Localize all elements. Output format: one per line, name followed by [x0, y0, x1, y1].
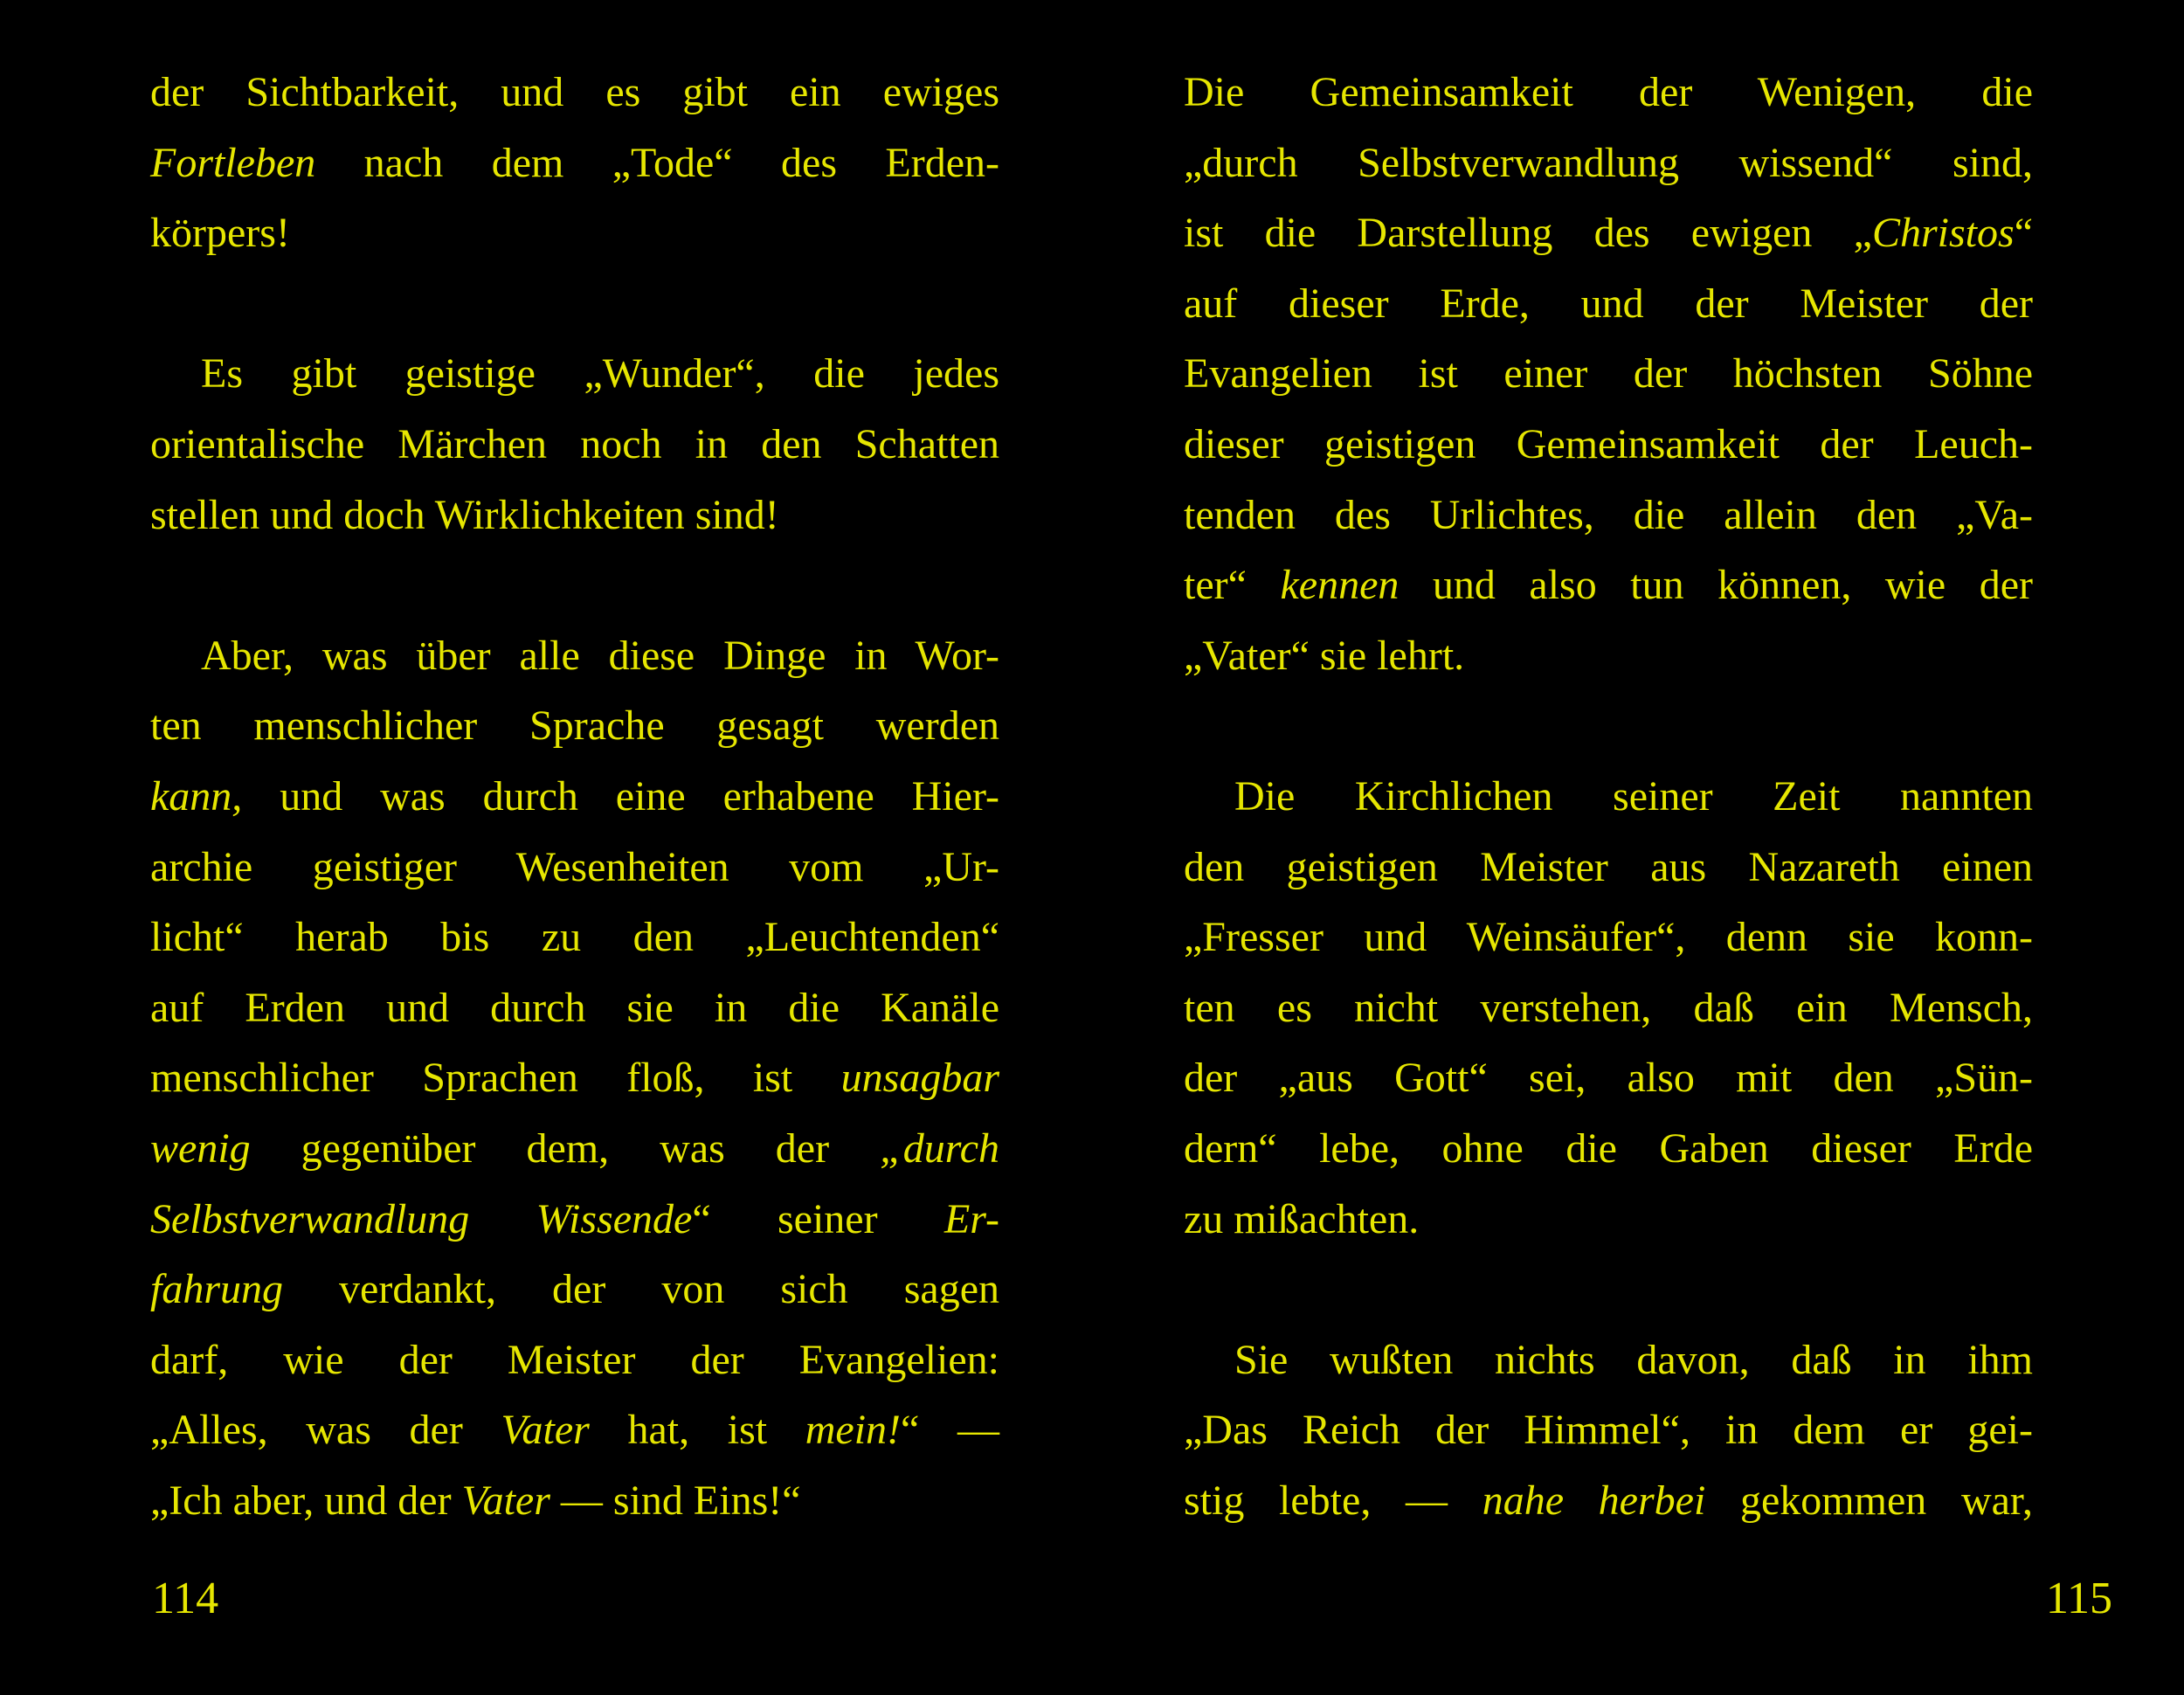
text-segment: dern“ lebe, ohne die Gaben dieser Erde: [1184, 1124, 2033, 1172]
text-segment: „Alles, was der: [150, 1407, 501, 1454]
italic-text: unsagbar: [840, 1055, 999, 1102]
text-segment: der Sichtbarkeit, und es gibt ein ewiges: [150, 69, 999, 115]
italic-text: kennen: [1280, 562, 1400, 609]
paragraph-break: [150, 269, 999, 340]
italic-text: nahe herbei: [1482, 1477, 1706, 1524]
text-segment: Es gibt geistige „Wunder“, die jedes: [201, 350, 999, 398]
text-segment: Die Gemeinsamkeit der Wenigen, die: [1184, 69, 2033, 115]
text-segment: „Fresser und Weinsäufer“, denn sie konn-: [1184, 914, 2033, 961]
text-line: [150, 58, 999, 128]
text-segment: „durch Selbstverwandlung wissend“ sind,: [1184, 139, 2033, 186]
paragraph-break: [150, 550, 999, 621]
page-number-right: 115: [2045, 1574, 2112, 1623]
text-line: [1184, 1185, 2033, 1256]
text-line: [150, 762, 999, 833]
text-segment: darf, wie der Meister der Evangelien:: [150, 1336, 999, 1383]
italic-text: Fortleben: [150, 139, 316, 186]
text-segment: zu mißachten.: [1184, 1195, 1420, 1242]
text-line: [150, 1185, 999, 1256]
text-segment: auf dieser Erde, und der Meister der: [1184, 280, 2033, 327]
text-line: [1184, 1043, 2033, 1114]
page-number-left: 114: [152, 1574, 219, 1623]
text-segment: ist die Darstellung des ewigen „: [1184, 210, 1872, 257]
text-line: [1184, 269, 2033, 340]
italic-text: Selbstverwandlung Wissende: [150, 1195, 693, 1242]
text-segment: ten menschlicher Sprache gesagt werden: [150, 702, 999, 750]
italic-text: Vater: [501, 1407, 590, 1454]
text-segment: den geistigen Meister aus Nazareth einen: [1184, 843, 2033, 890]
text-line: [150, 621, 999, 692]
text-line: [1184, 1395, 2033, 1466]
text-segment: und also tun können, wie der: [1399, 562, 2033, 609]
text-line: [1184, 481, 2033, 551]
text-segment: Evangelien ist einer der höchsten Söhne: [1184, 350, 2033, 398]
italic-text: wenig: [150, 1124, 251, 1172]
text-line: [150, 691, 999, 762]
text-line: [150, 903, 999, 973]
text-line: [1184, 1466, 2033, 1537]
text-line: [1184, 128, 2033, 199]
text-line: [1184, 973, 2033, 1044]
text-line: [1184, 903, 2033, 973]
text-line: [1184, 339, 2033, 410]
paragraph-break: [1184, 1255, 2033, 1325]
text-segment: hat, ist: [589, 1407, 805, 1454]
text-line: [150, 973, 999, 1044]
italic-text: fahrung: [150, 1266, 284, 1313]
text-line: [150, 1043, 999, 1114]
text-segment: ter“: [1184, 562, 1281, 609]
italic-text: Er-: [943, 1195, 999, 1242]
text-segment: “ —: [901, 1407, 999, 1454]
text-line: [1184, 621, 2033, 692]
text-line: [150, 1325, 999, 1396]
italic-text: mein!: [805, 1407, 902, 1454]
text-segment: „Das Reich der Himmel“, in dem er gei-: [1184, 1407, 2033, 1454]
text-segment: orientalische Märchen noch in den Schatten: [150, 420, 999, 467]
text-line: [1184, 550, 2033, 621]
text-line: [1184, 198, 2033, 269]
text-line: [150, 1466, 999, 1537]
text-segment: nach dem „Tode“ des Erden-: [315, 139, 999, 186]
text-segment: “: [2014, 210, 2033, 257]
italic-text: kann,: [150, 772, 243, 820]
paragraph-break: [1184, 691, 2033, 762]
text-line: [150, 128, 999, 199]
text-line: [150, 1114, 999, 1185]
text-segment: und was durch eine erhabene Hier-: [242, 772, 999, 820]
text-segment: der „aus Gott“ sei, also mit den „Sün-: [1184, 1055, 2033, 1102]
text-line: [1184, 1114, 2033, 1185]
left-page-text: [150, 58, 999, 1536]
text-line: [150, 833, 999, 903]
text-segment: menschlicher Sprachen floß, ist: [150, 1055, 841, 1102]
text-line: [150, 410, 999, 481]
text-segment: — sind Eins!“: [549, 1477, 801, 1524]
text-line: [1184, 762, 2033, 833]
text-line: [150, 339, 999, 410]
text-segment: stig lebte, —: [1184, 1477, 1482, 1524]
text-line: [150, 481, 999, 551]
text-line: [150, 198, 999, 269]
text-segment: „Vater“ sie lehrt.: [1184, 632, 1465, 679]
text-line: [1184, 1325, 2033, 1396]
text-line: [150, 1395, 999, 1466]
text-segment: auf Erden und durch sie in die Kanäle: [150, 984, 999, 1031]
text-segment: verdankt, der von sich sagen: [283, 1266, 999, 1313]
text-segment: „Ich aber, und der: [150, 1477, 462, 1524]
text-line: [1184, 58, 2033, 128]
text-segment: Sie wußten nichts davon, daß in ihm: [1234, 1336, 2033, 1383]
text-segment: ten es nicht verstehen, daß ein Mensch,: [1184, 984, 2033, 1031]
italic-text: Vater: [461, 1477, 550, 1524]
italic-text: Christos: [1871, 210, 2015, 257]
text-segment: Aber, was über alle diese Dinge in Wor-: [201, 632, 999, 679]
text-segment: tenden des Urlichtes, die allein den „Va-: [1184, 491, 2033, 538]
text-segment: körpers!: [150, 210, 290, 257]
text-segment: “ seiner: [692, 1195, 944, 1242]
text-line: [1184, 833, 2033, 903]
text-segment: gekommen war,: [1705, 1477, 2033, 1524]
text-segment: archie geistiger Wesenheiten vom „Ur-: [150, 843, 999, 890]
text-segment: licht“ herab bis zu den „Leuchtenden“: [150, 914, 999, 961]
text-segment: stellen und doch Wirklichkeiten sind!: [150, 491, 779, 538]
italic-text: „durch: [880, 1124, 999, 1172]
text-line: [150, 1255, 999, 1325]
text-segment: gegenüber dem, was der: [250, 1124, 881, 1172]
text-line: [1184, 410, 2033, 481]
right-page-text: [1184, 58, 2033, 1536]
right-page: [1092, 0, 2184, 1695]
text-segment: dieser geistigen Gemeinsamkeit der Leuch-: [1184, 420, 2033, 467]
text-segment: Die Kirchlichen seiner Zeit nannten: [1234, 772, 2033, 820]
